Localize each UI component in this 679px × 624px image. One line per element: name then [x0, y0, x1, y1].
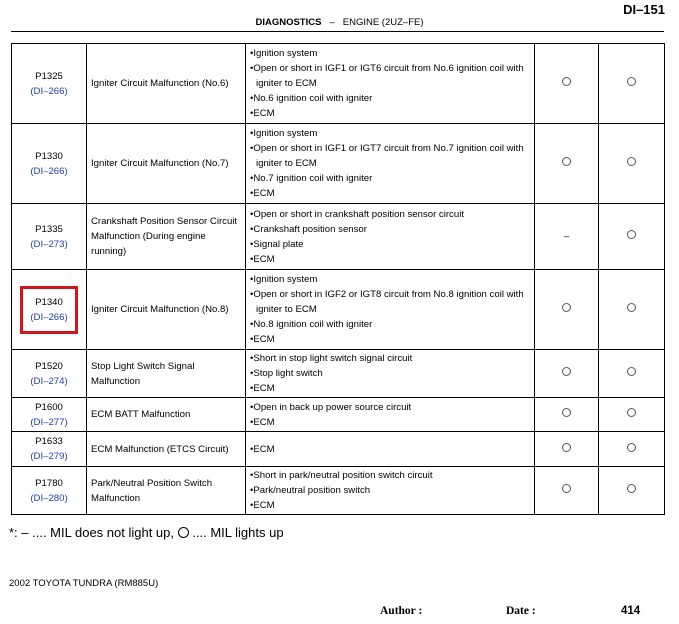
circle-icon — [562, 157, 571, 166]
mil-cell — [535, 398, 599, 432]
circle-icon — [178, 527, 189, 538]
circle-icon — [627, 484, 636, 493]
mil-cell — [535, 204, 599, 270]
dtc-code-cell — [12, 398, 87, 432]
mil-cell — [535, 124, 599, 204]
trouble-area-item — [249, 46, 531, 61]
trouble-area-item — [249, 186, 531, 201]
dtc-code: P1335 — [35, 223, 63, 235]
bullet-icon: • — [250, 238, 254, 250]
trouble-area-text: Open in back up power source circuit — [253, 401, 412, 413]
trouble-area-text: Stop light switch — [253, 368, 323, 379]
bullet-icon: • — [250, 63, 254, 74]
dtc-code-cell — [12, 270, 87, 350]
dtc-row — [12, 44, 665, 124]
trouble-area-item — [249, 366, 531, 381]
dtc-reference-link[interactable]: (DI–277) — [30, 416, 68, 428]
dtc-reference-link[interactable]: (DI–280) — [30, 492, 68, 504]
bullet-icon: • — [250, 223, 254, 235]
dtc-reference-link[interactable]: (DI–266) — [30, 165, 68, 177]
trouble-area-cell — [246, 350, 535, 398]
trouble-area-text: ECM — [253, 416, 275, 428]
circle-icon — [562, 484, 571, 493]
trouble-area-cell — [246, 124, 535, 204]
trouble-area-text: Crankshaft position sensor — [253, 223, 367, 235]
page-id: DI–151 — [623, 2, 665, 17]
trouble-area-text: Ignition system — [253, 128, 318, 139]
trouble-area-item — [249, 252, 531, 267]
trouble-area-text: Short in park/neutral position switch circuit — [253, 470, 433, 481]
date-label: Date : — [506, 605, 536, 617]
trouble-area-item — [249, 287, 531, 317]
header-separator: – — [329, 17, 335, 28]
trouble-area-cell — [246, 467, 535, 515]
bullet-icon: • — [250, 93, 254, 104]
mil-value: – — [563, 231, 570, 242]
dtc-reference-link[interactable]: (DI–266) — [30, 85, 68, 97]
memory-cell — [599, 350, 665, 398]
trouble-area-text: ECM — [253, 383, 275, 394]
page-header — [0, 17, 679, 28]
bullet-icon: • — [250, 485, 254, 496]
trouble-area-item — [249, 126, 531, 141]
dtc-code-cell — [12, 432, 87, 467]
dtc-reference-link[interactable]: (DI–266) — [30, 311, 68, 323]
bullet-icon: • — [250, 368, 254, 379]
author-label: Author : — [380, 605, 423, 617]
trouble-area-item — [249, 61, 531, 91]
model-label: 2002 TOYOTA TUNDRA (RM885U) — [9, 578, 159, 589]
memory-cell — [599, 270, 665, 350]
circle-icon — [562, 408, 571, 417]
detection-item: Park/Neutral Position Switch Malfunction — [87, 467, 246, 515]
dtc-code: P1600 — [35, 401, 63, 413]
dtc-row — [12, 350, 665, 398]
dtc-code: P1330 — [35, 150, 63, 162]
dtc-row — [12, 204, 665, 270]
trouble-area-item — [249, 332, 531, 347]
bullet-icon: • — [250, 208, 254, 220]
memory-cell — [599, 398, 665, 432]
trouble-area-item — [249, 91, 531, 106]
detection-item: Igniter Circuit Malfunction (No.8) — [87, 270, 246, 350]
bullet-icon: • — [250, 48, 254, 59]
dtc-row — [12, 467, 665, 515]
trouble-area-text: Short in stop light switch signal circuit — [253, 353, 413, 364]
bullet-icon: • — [250, 253, 254, 265]
trouble-area-text: Signal plate — [253, 238, 304, 250]
mil-cell — [535, 350, 599, 398]
bullet-icon: • — [250, 334, 254, 345]
circle-icon — [627, 77, 636, 86]
circle-icon — [562, 443, 571, 452]
dtc-code-cell — [12, 204, 87, 270]
trouble-area-text: ECM — [253, 334, 275, 345]
trouble-area-cell — [246, 44, 535, 124]
trouble-area-item — [249, 141, 531, 171]
dtc-code: P1325 — [35, 70, 63, 82]
bullet-icon: • — [250, 500, 254, 511]
circle-icon — [627, 157, 636, 166]
trouble-area-text: ECM — [253, 108, 275, 119]
dtc-row — [12, 398, 665, 432]
trouble-area-text: Ignition system — [253, 48, 318, 59]
memory-cell — [599, 467, 665, 515]
dtc-code-cell — [12, 467, 87, 515]
memory-cell — [599, 432, 665, 467]
trouble-area-cell — [246, 204, 535, 270]
trouble-area-item — [249, 222, 531, 237]
bullet-icon: • — [250, 108, 254, 119]
mil-cell — [535, 44, 599, 124]
dtc-row — [12, 270, 665, 350]
dtc-row — [12, 124, 665, 204]
trouble-area-text: ECM — [253, 443, 275, 455]
circle-icon — [562, 367, 571, 376]
dtc-code-cell — [12, 44, 87, 124]
trouble-area-item — [249, 106, 531, 121]
dtc-row — [12, 432, 665, 467]
dtc-code: P1633 — [35, 436, 63, 447]
dtc-code: P1520 — [35, 360, 63, 372]
memory-cell — [599, 44, 665, 124]
trouble-area-item — [249, 381, 531, 396]
trouble-area-text: ECM — [253, 500, 275, 511]
bullet-icon: • — [250, 274, 254, 285]
detection-item: Stop Light Switch Signal Malfunction — [87, 350, 246, 398]
bullet-icon: • — [250, 143, 254, 154]
bullet-icon: • — [250, 173, 254, 184]
trouble-area-item — [249, 207, 531, 222]
trouble-area-cell — [246, 432, 535, 467]
trouble-area-item — [249, 442, 531, 457]
bullet-icon: • — [250, 289, 254, 300]
trouble-area-item — [249, 351, 531, 366]
trouble-area-text: Open or short in IGF1 or IGT6 circuit from No.6 ignition coil with igniter to ECM — [253, 63, 524, 89]
mil-cell — [535, 432, 599, 467]
dtc-reference-link[interactable]: (DI–274) — [30, 375, 68, 387]
bullet-icon: • — [250, 319, 254, 330]
detection-item: ECM Malfunction (ETCS Circuit) — [87, 432, 246, 467]
circle-icon — [627, 408, 636, 417]
bullet-icon: • — [250, 443, 254, 455]
dtc-reference-link[interactable]: (DI–273) — [30, 238, 68, 250]
bullet-icon: • — [250, 128, 254, 139]
trouble-area-text: Open or short in IGF1 or IGT7 circuit from No.7 ignition coil with igniter to ECM — [253, 143, 524, 169]
section-title: DIAGNOSTICS — [255, 17, 322, 28]
trouble-area-text: ECM — [253, 253, 275, 265]
bullet-icon: • — [250, 188, 254, 199]
bullet-icon: • — [250, 416, 254, 428]
trouble-area-item — [249, 415, 531, 430]
circle-icon — [562, 303, 571, 312]
trouble-area-item — [249, 498, 531, 513]
memory-cell — [599, 204, 665, 270]
dtc-code-cell — [12, 350, 87, 398]
trouble-area-item — [249, 317, 531, 332]
bullet-icon: • — [250, 353, 254, 364]
trouble-area-item — [249, 483, 531, 498]
mil-cell — [535, 270, 599, 350]
circle-icon — [627, 443, 636, 452]
trouble-area-cell — [246, 398, 535, 432]
trouble-area-text: Park/neutral position switch — [253, 485, 371, 496]
memory-cell — [599, 124, 665, 204]
trouble-area-text: No.8 ignition coil with igniter — [253, 319, 373, 330]
dtc-code-cell — [12, 124, 87, 204]
detection-item: Igniter Circuit Malfunction (No.7) — [87, 124, 246, 204]
footnote — [9, 525, 284, 540]
dtc-reference-link[interactable]: (DI–279) — [30, 451, 68, 462]
trouble-area-item — [249, 237, 531, 252]
circle-icon — [627, 367, 636, 376]
detection-item: ECM BATT Malfunction — [87, 398, 246, 432]
highlight-box — [20, 286, 77, 334]
dtc-code: P1780 — [35, 477, 63, 489]
footnote-tail: .... MIL lights up — [192, 525, 284, 540]
trouble-area-text: Open or short in IGF2 or IGT8 circuit from No.8 ignition coil with igniter to ECM — [253, 289, 524, 315]
circle-icon — [627, 230, 636, 239]
page-number: 414 — [621, 605, 641, 617]
detection-item: Igniter Circuit Malfunction (No.6) — [87, 44, 246, 124]
trouble-area-cell — [246, 270, 535, 350]
mil-cell — [535, 467, 599, 515]
bullet-icon: • — [250, 401, 254, 413]
footnote-lead: *: – .... MIL does not light up, — [9, 525, 175, 540]
trouble-area-text: ECM — [253, 188, 275, 199]
trouble-area-item — [249, 272, 531, 287]
dtc-code: P1340 — [35, 296, 63, 308]
bullet-icon: • — [250, 383, 254, 394]
trouble-area-item — [249, 400, 531, 415]
circle-icon — [627, 303, 636, 312]
trouble-area-item — [249, 171, 531, 186]
header-rule — [11, 31, 664, 32]
trouble-area-item — [249, 468, 531, 483]
bullet-icon: • — [250, 470, 254, 481]
trouble-area-text: No.7 ignition coil with igniter — [253, 173, 373, 184]
section-subtitle: ENGINE (2UZ–FE) — [342, 17, 424, 28]
trouble-area-text: Open or short in crankshaft position sensor circuit — [253, 208, 464, 220]
trouble-area-text: Ignition system — [253, 274, 318, 285]
trouble-area-text: No.6 ignition coil with igniter — [253, 93, 373, 104]
dtc-table — [11, 43, 665, 515]
detection-item: Crankshaft Position Sensor Circuit Malfunction (During engine running) — [87, 204, 246, 270]
circle-icon — [562, 77, 571, 86]
